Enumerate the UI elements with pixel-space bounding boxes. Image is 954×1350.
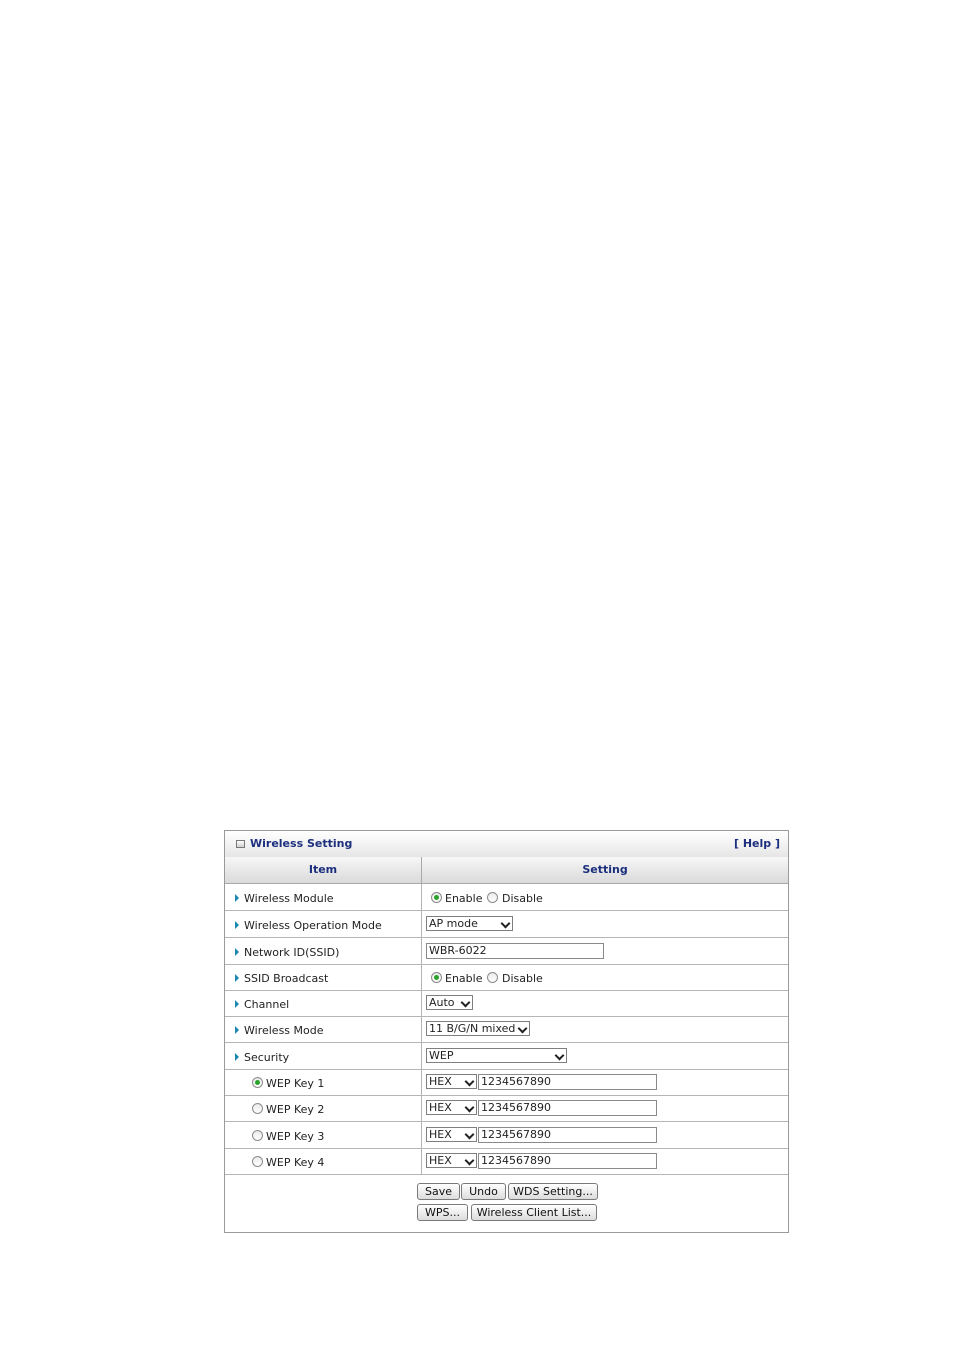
wep-key-1-input[interactable]: 1234567890 — [478, 1074, 657, 1090]
row-channel — [225, 990, 788, 1017]
ssid-broadcast-disable-label: Disable — [502, 972, 543, 985]
wep-key-3-label: WEP Key 3 — [266, 1130, 325, 1143]
wireless-setting-panel — [224, 830, 789, 1233]
row-ssid — [225, 938, 788, 965]
operation-mode-label: Wireless Operation Mode — [244, 919, 382, 932]
panel-title: Wireless Setting — [250, 837, 353, 850]
row-ssid-broadcast — [225, 964, 788, 991]
wireless-module-disable-label: Disable — [502, 892, 543, 905]
arrow-right-icon — [235, 1026, 239, 1034]
row-wireless-module — [225, 884, 788, 911]
help-link[interactable]: [ Help ] — [733, 837, 780, 850]
ssid-broadcast-disable-radio[interactable] — [487, 972, 498, 983]
wep-key-1-radio[interactable] — [252, 1077, 263, 1088]
ssid-broadcast-enable-radio[interactable] — [431, 972, 442, 983]
wps-button[interactable]: WPS... — [417, 1204, 468, 1221]
chevron-down-icon — [465, 1103, 475, 1113]
wireless-client-list-button[interactable]: Wireless Client List... — [471, 1204, 597, 1221]
row-wep-key-3 — [225, 1122, 788, 1149]
arrow-right-icon — [235, 1053, 239, 1061]
table-header — [225, 857, 788, 884]
wep-key-4-input[interactable]: 1234567890 — [478, 1153, 657, 1169]
wireless-mode-label: Wireless Mode — [244, 1024, 324, 1037]
chevron-down-icon — [518, 1024, 528, 1034]
operation-mode-select[interactable]: AP mode — [426, 916, 513, 931]
row-wireless-mode — [225, 1016, 788, 1043]
arrow-right-icon — [235, 1000, 239, 1008]
column-header-setting: Setting — [582, 863, 628, 876]
ssid-input[interactable]: WBR-6022 — [426, 943, 604, 959]
chevron-down-icon — [461, 998, 471, 1008]
arrow-right-icon — [235, 974, 239, 982]
wireless-module-enable-label: Enable — [445, 892, 483, 905]
wireless-module-disable-radio[interactable] — [487, 892, 498, 903]
channel-label: Channel — [244, 998, 290, 1011]
wep-key-4-label: WEP Key 4 — [266, 1156, 325, 1169]
wireless-module-enable-radio[interactable] — [431, 892, 442, 903]
button-area — [225, 1174, 788, 1232]
row-security — [225, 1043, 788, 1070]
chevron-down-icon — [465, 1156, 475, 1166]
save-button[interactable]: Save — [417, 1183, 460, 1200]
row-wep-key-1 — [225, 1069, 788, 1096]
wep-key-3-radio[interactable] — [252, 1130, 263, 1141]
arrow-right-icon — [235, 894, 239, 902]
wep-key-4-radio[interactable] — [252, 1156, 263, 1167]
wep-key-2-format-select[interactable]: HEX — [426, 1100, 477, 1115]
wep-key-4-format-select[interactable]: HEX — [426, 1153, 477, 1168]
security-label: Security — [244, 1051, 290, 1064]
chevron-down-icon — [501, 919, 511, 929]
wireless-module-label: Wireless Module — [244, 892, 334, 905]
ssid-broadcast-label: SSID Broadcast — [244, 972, 329, 985]
row-wep-key-2 — [225, 1095, 788, 1122]
wep-key-2-label: WEP Key 2 — [266, 1103, 325, 1116]
window-icon — [236, 840, 245, 848]
ssid-broadcast-enable-label: Enable — [445, 972, 483, 985]
wep-key-2-input[interactable]: 1234567890 — [478, 1100, 657, 1116]
security-select[interactable]: WEP — [426, 1048, 567, 1063]
chevron-down-icon — [555, 1051, 565, 1061]
row-operation-mode — [225, 911, 788, 938]
ssid-label: Network ID(SSID) — [244, 946, 340, 959]
wep-key-1-format-select[interactable]: HEX — [426, 1074, 477, 1089]
arrow-right-icon — [235, 921, 239, 929]
arrow-right-icon — [235, 948, 239, 956]
wireless-mode-select[interactable]: 11 B/G/N mixed — [426, 1021, 530, 1036]
channel-select[interactable]: Auto — [426, 995, 473, 1010]
column-header-item: Item — [225, 857, 422, 883]
wep-key-3-input[interactable]: 1234567890 — [478, 1127, 657, 1143]
row-wep-key-4 — [225, 1148, 788, 1175]
wds-setting-button[interactable]: WDS Setting... — [508, 1183, 598, 1200]
chevron-down-icon — [465, 1077, 475, 1087]
chevron-down-icon — [465, 1130, 475, 1140]
panel-title-bar — [225, 831, 788, 858]
wep-key-3-format-select[interactable]: HEX — [426, 1127, 477, 1142]
undo-button[interactable]: Undo — [461, 1183, 506, 1200]
wep-key-1-label: WEP Key 1 — [266, 1077, 325, 1090]
wep-key-2-radio[interactable] — [252, 1103, 263, 1114]
